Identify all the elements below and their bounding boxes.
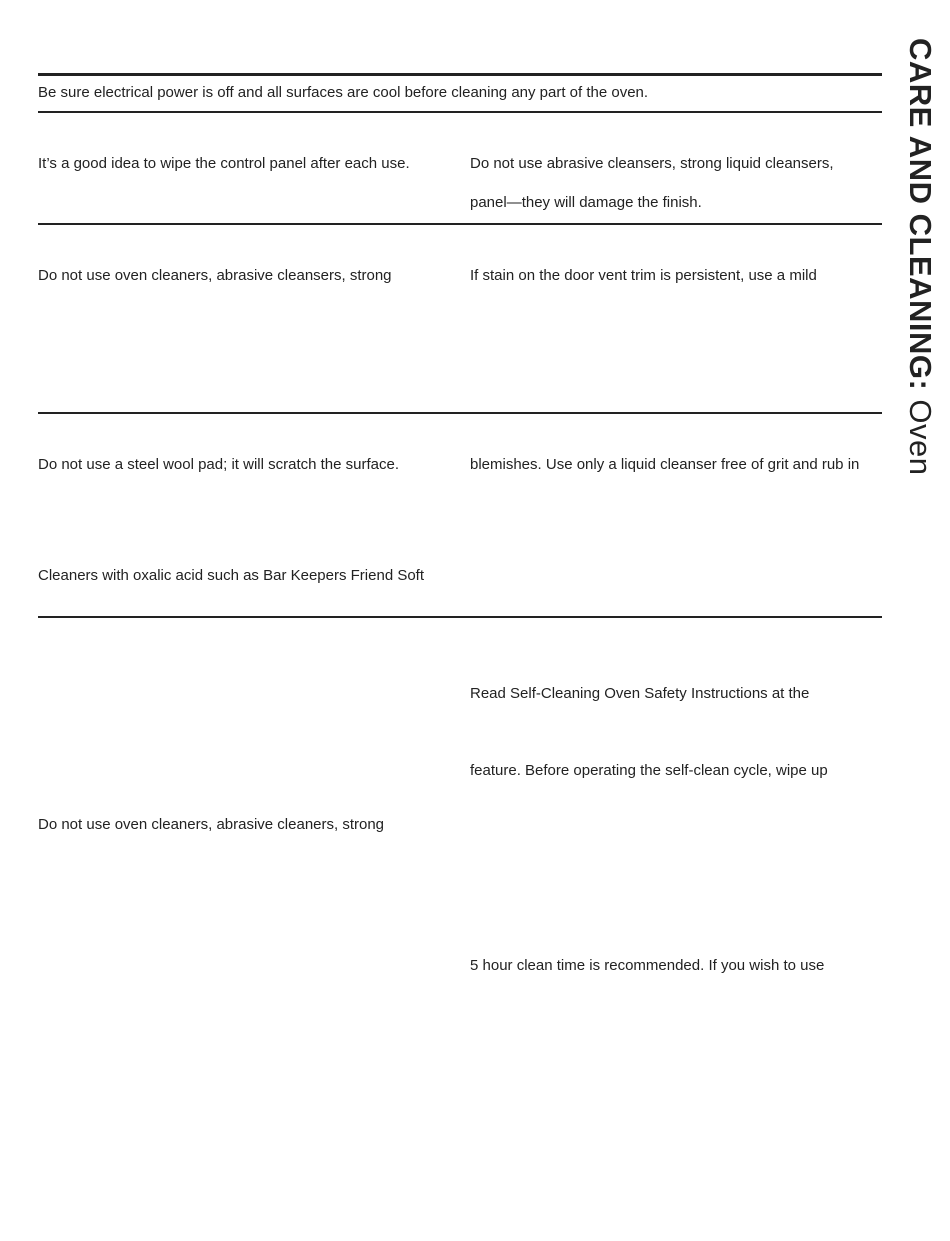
subsection-title: Oven	[903, 390, 938, 476]
safety-warning: Be sure electrical power is off and all surfaces are cool before cleaning any part of the oven.	[38, 84, 649, 101]
control-panel-tip: It’s a good idea to wipe the control panel after each use.	[38, 155, 410, 172]
control-panel-divider	[38, 223, 882, 225]
section-tab-title	[902, 38, 938, 476]
self-clean-safety-note: Read Self-Cleaning Oven Safety Instructions at the	[470, 685, 810, 702]
stainless-divider	[38, 616, 882, 618]
intro-divider	[38, 111, 882, 113]
door-vent-caution: Do not use oven cleaners, abrasive cleansers, strong	[38, 267, 392, 284]
steel-wool-caution: Do not use a steel wool pad; it will scratch the surface.	[38, 456, 400, 473]
door-vent-stain-tip: If stain on the door vent trim is persistent, use a mild	[470, 267, 817, 284]
self-clean-time-note: 5 hour clean time is recommended. If you wish to use	[470, 957, 825, 974]
self-clean-caution: Do not use oven cleaners, abrasive cleaners, strong	[38, 816, 385, 833]
control-panel-caution-line1: Do not use abrasive cleansers, strong liquid cleansers,	[470, 155, 834, 172]
oxalic-acid-cleaner-note: Cleaners with oxalic acid such as Bar Keepers Friend Soft	[38, 567, 425, 584]
section-title: CARE AND CLEANING:	[903, 38, 938, 391]
door-vent-divider	[38, 412, 882, 414]
control-panel-caution-line2: panel—they will damage the finish.	[470, 194, 702, 211]
blemish-cleaning-tip: blemishes. Use only a liquid cleanser free of grit and rub in	[470, 456, 860, 473]
top-divider	[38, 73, 882, 76]
self-clean-before-note: feature. Before operating the self-clean cycle, wipe up	[470, 762, 828, 779]
